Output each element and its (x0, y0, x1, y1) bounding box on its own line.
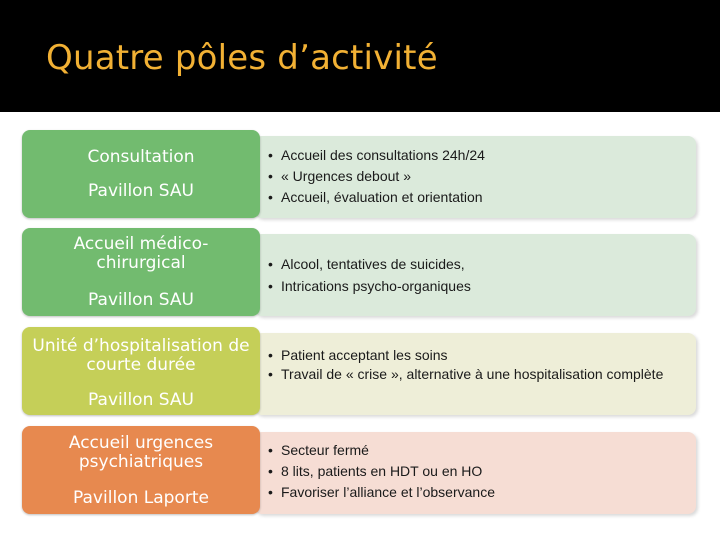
pole-heading: Accueil médico-chirurgical (73, 234, 209, 273)
pole-heading-box (22, 130, 260, 218)
bullet-item: • 8 lits, patients en HDT ou en HO (268, 461, 686, 482)
pole-heading-box (22, 426, 260, 514)
pole-bullet-list (268, 345, 686, 383)
bullet-item: • Alcool, tentatives de suicides, (268, 253, 686, 275)
pole-location: Pavillon SAU (88, 181, 194, 201)
pole-bullet-list (268, 253, 686, 297)
pole-location: Pavillon SAU (88, 390, 194, 410)
pole-heading: Unité d’hospitalisation de courte durée (32, 336, 250, 375)
slide-title: Quatre pôles d’activité (46, 38, 438, 78)
pole-heading: Consultation (87, 147, 195, 167)
bullet-item: • Travail de « crise », alternative à une hospitalisation complète (268, 365, 686, 383)
pole-location: Pavillon SAU (88, 290, 194, 310)
pole-details-box (254, 136, 696, 218)
pole-details-box (254, 333, 696, 415)
bullet-item: • Intrications psycho-organiques (268, 275, 686, 297)
pole-location: Pavillon Laporte (73, 488, 209, 508)
pole-bullet-list (268, 440, 686, 503)
pole-heading-box (22, 327, 260, 415)
bullet-item: • Favoriser l’alliance et l’observance (268, 482, 686, 503)
bullet-item: • « Urgences debout » (268, 166, 686, 187)
bullet-item: • Accueil, évaluation et orientation (268, 187, 686, 208)
bullet-item: • Patient acceptant les soins (268, 345, 686, 365)
bullet-item: • Accueil des consultations 24h/24 (268, 145, 686, 166)
pole-details-box (254, 234, 696, 316)
bullet-item: • Secteur fermé (268, 440, 686, 461)
pole-heading: Accueil urgences psychiatriques (68, 433, 214, 472)
pole-details-box (254, 432, 696, 514)
pole-heading-box (22, 228, 260, 316)
pole-bullet-list (268, 145, 686, 208)
